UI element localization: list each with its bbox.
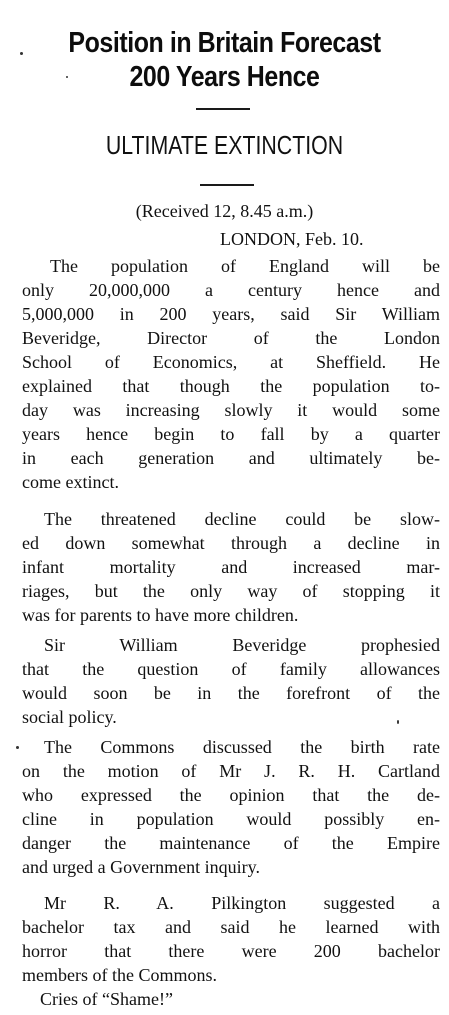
article-line: members of the Commons.: [22, 965, 217, 985]
headline-rule: [196, 108, 250, 110]
article-line: 5,000,000 in 200 years, said Sir William: [22, 304, 440, 324]
article-line: was for parents to have more children.: [22, 605, 299, 625]
article-line: in each generation and ultimately be-: [22, 448, 440, 468]
article-line: Beveridge, Director of the London: [22, 328, 440, 348]
article-line: social policy.: [22, 707, 117, 727]
article-line: that the question of family allowances: [22, 659, 440, 679]
article-line: Sir William Beveridge prophesied: [44, 635, 440, 655]
headline-line-1: Position in Britain Forecast: [68, 27, 381, 59]
dateline: LONDON, Feb. 10.: [220, 229, 364, 249]
article-line: cline in population would possibly en-: [22, 809, 440, 829]
article-line: would soon be in the forefront of the: [22, 683, 440, 703]
print-speck: [16, 746, 19, 749]
headline-line-2: 200 Years Hence: [129, 61, 320, 93]
article-line: day was increasing slowly it would some: [22, 400, 440, 420]
article-line: only 20,000,000 a century hence and: [22, 280, 440, 300]
article-line: ed down somewhat through a decline in: [22, 533, 440, 553]
article-line: and urged a Government inquiry.: [22, 857, 260, 877]
article-line: who expressed the opinion that the de-: [22, 785, 440, 805]
article-line: The population of England will be: [50, 256, 440, 276]
article-line: infant mortality and increased mar-: [22, 557, 440, 577]
subheadline-rule: [200, 184, 254, 186]
article-line: The Commons discussed the birth rate: [44, 737, 440, 757]
article-line: Mr R. A. Pilkington suggested a: [44, 893, 440, 913]
article-line: years hence begin to fall by a quarter: [22, 424, 440, 444]
article-line: Cries of “Shame!”: [40, 989, 173, 1009]
received-notice: (Received 12, 8.45 a.m.): [135, 201, 314, 221]
article-line: on the motion of Mr J. R. H. Cartland: [22, 761, 440, 781]
subheadline: ULTIMATE EXTINCTION: [105, 130, 344, 160]
print-speck: [66, 76, 68, 78]
article-line: bachelor tax and said he learned with: [22, 917, 440, 937]
article-line: School of Economics, at Sheffield. He: [22, 352, 440, 372]
article-line: explained that though the population to-: [22, 376, 440, 396]
article-line: riages, but the only way of stopping it: [22, 581, 440, 601]
article-line: come extinct.: [22, 472, 119, 492]
print-speck: [397, 720, 399, 724]
print-speck: [20, 52, 23, 55]
article-line: horror that there were 200 bachelor: [22, 941, 440, 961]
article-line: danger the maintenance of the Empire: [22, 833, 440, 853]
article-line: The threatened decline could be slow-: [44, 509, 440, 529]
